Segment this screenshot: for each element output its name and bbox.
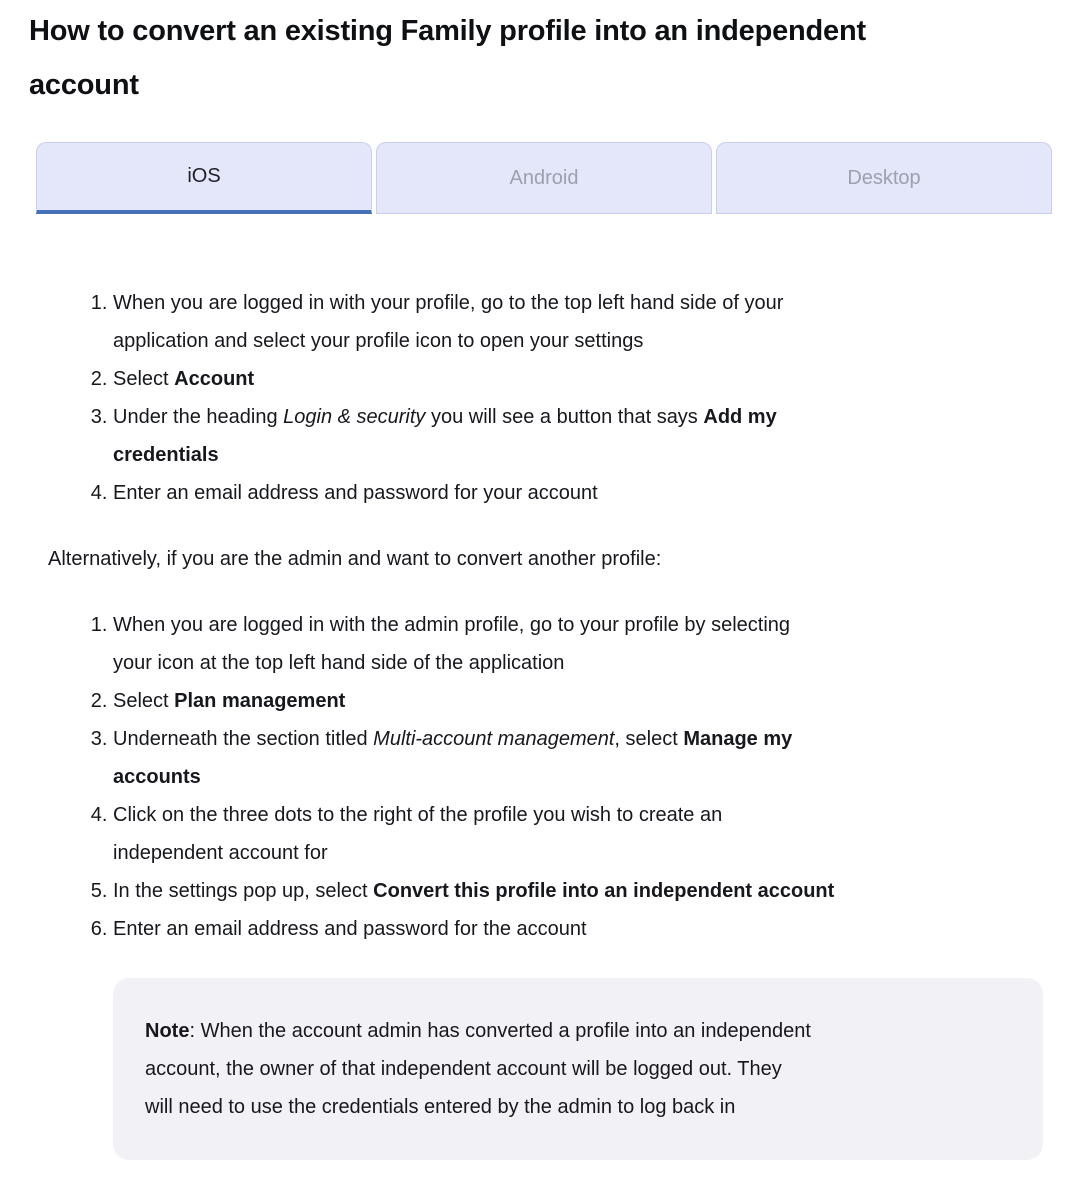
list-item: 1. When you are logged in with your profile, go to the top left hand side of your application and select your profile icon to open your settings — [113, 284, 1003, 360]
list-item: 1. When you are logged in with the admin profile, go to your profile by selecting your icon at the top left hand side of the application — [113, 606, 1003, 682]
tab-ios-label: iOS — [187, 165, 221, 187]
alternative-intro-text: Alternatively, if you are the admin and want to convert another profile: — [48, 548, 662, 570]
page-title: How to convert an existing Family profile into an independent account — [29, 15, 866, 101]
tab-ios[interactable] — [36, 142, 372, 214]
platform-tabs — [36, 142, 1052, 214]
list-item: 3. Underneath the section titled Multi-account management, select Manage my accounts — [113, 720, 1003, 796]
list-item: 4. Click on the three dots to the right of the profile you wish to create an independent account for — [113, 796, 1003, 872]
list-item: 2. Select Account — [113, 360, 1003, 398]
list-item: 4. Enter an email address and password for your account — [113, 474, 1003, 512]
tab-desktop[interactable] — [716, 142, 1052, 214]
list-item: 5. In the settings pop up, select Convert this profile into an independent account — [113, 872, 1003, 910]
list-item: 6. Enter an email address and password for the account — [113, 910, 1003, 948]
list-item: 2. Select Plan management — [113, 682, 1003, 720]
list-item: 3. Under the heading Login & security you will see a button that says Add my credentials — [113, 398, 1003, 474]
tab-android[interactable] — [376, 142, 712, 214]
note-box — [113, 978, 1043, 1160]
self-convert-steps-list — [0, 284, 1092, 512]
admin-convert-steps-list — [0, 606, 1092, 948]
tab-android-label: Android — [509, 166, 579, 189]
note-text: Note: When the account admin has converted a profile into an independent account, the owner of that independent account will be logged out. They will need to use the credentials entered by the admin to log back in — [145, 1020, 811, 1118]
tab-desktop-label: Desktop — [847, 166, 921, 189]
